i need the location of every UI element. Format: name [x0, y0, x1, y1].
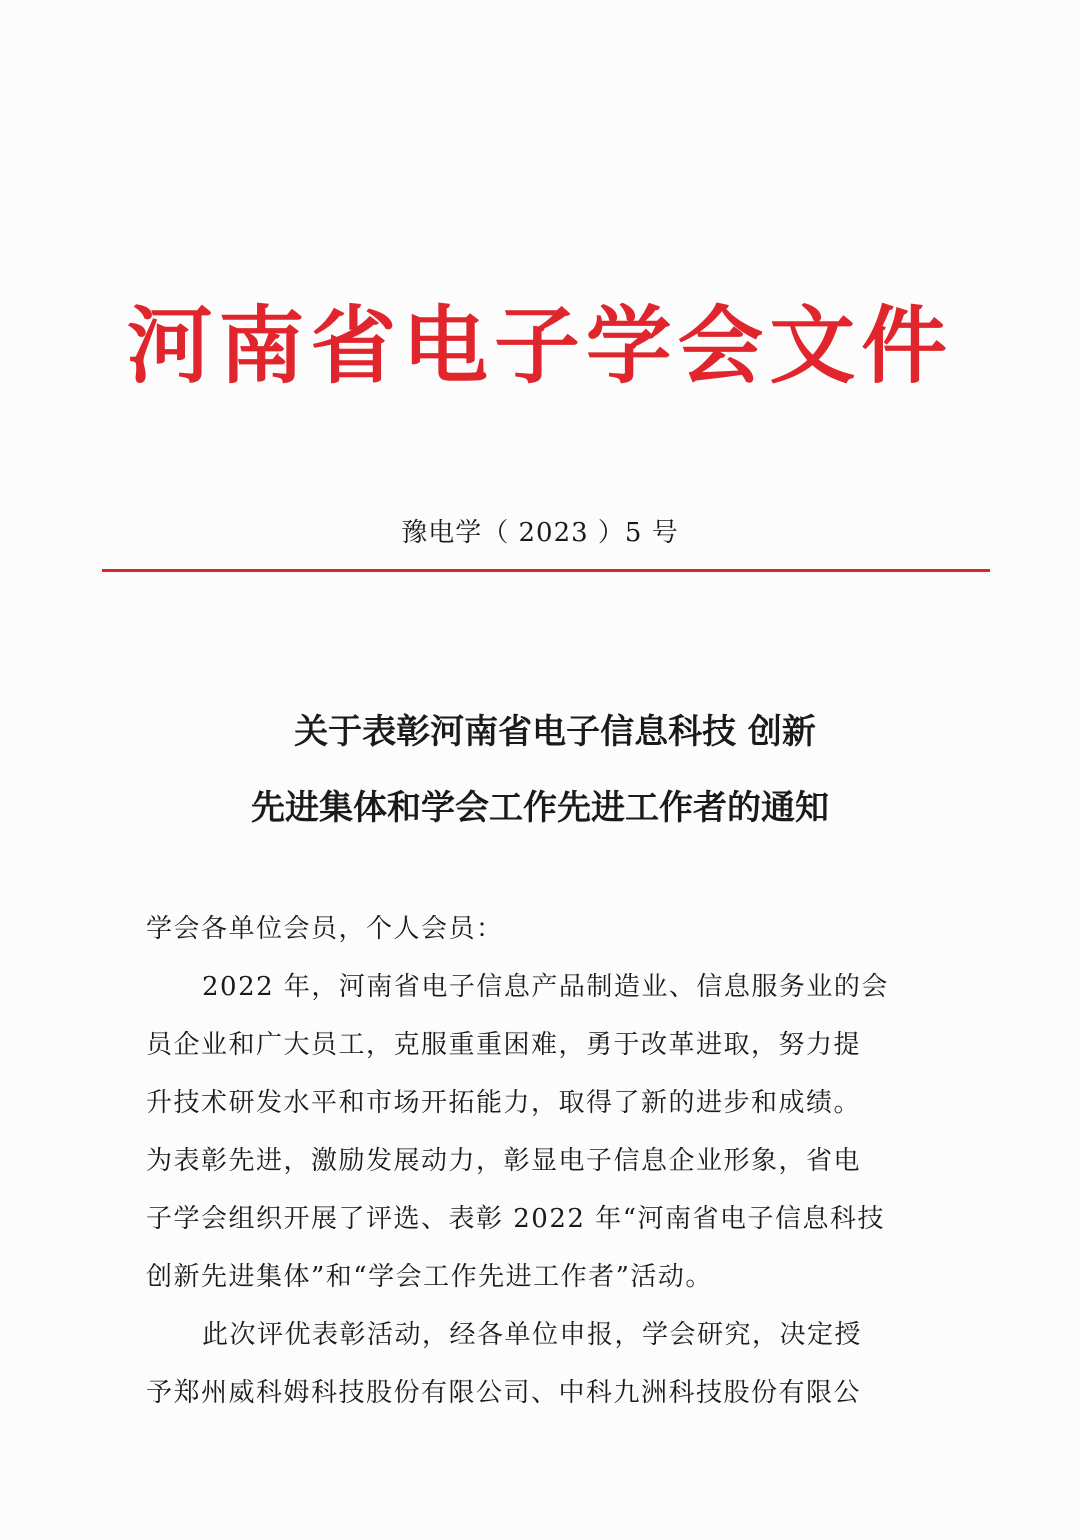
- paragraph-1-line: 员企业和广大员工，克服重重困难，勇于改革进取，努力提: [146, 1030, 862, 1060]
- red-divider-line: [102, 569, 990, 572]
- document-number: 豫电学（ 2023 ）5 号: [401, 518, 679, 548]
- paragraph-1-line: 升技术研发水平和市场开拓能力，取得了新的进步和成绩。: [146, 1088, 862, 1118]
- paragraph-1-line: 2022 年，河南省电子信息产品制造业、信息服务业的会: [202, 972, 889, 1002]
- paragraph-2-line: 予郑州威科姆科技股份有限公司、中科九洲科技股份有限公: [146, 1378, 862, 1408]
- notice-body: [146, 900, 916, 1422]
- paragraph-1-line: 子学会组织开展了评选、表彰 2022 年“河南省电子信息科技: [146, 1204, 885, 1234]
- paragraph-2-line: 此次评优表彰活动，经各单位申报，学会研究，决定授: [202, 1320, 863, 1350]
- notice-title-line-1: 关于表彰河南省电子信息科技 创新: [294, 712, 816, 752]
- notice-title: [0, 694, 1080, 846]
- paragraph-1-line: 为表彰先进，激励发展动力，彰显电子信息企业形象，省电: [146, 1146, 862, 1176]
- notice-title-line-2: 先进集体和学会工作先进工作者的通知: [251, 788, 829, 828]
- org-header-title: 河南省电子学会文件: [126, 296, 954, 395]
- salutation: 学会各单位会员，个人会员：: [146, 914, 504, 944]
- paragraph-1-line: 创新先进集体”和“学会工作先进工作者”活动。: [146, 1262, 713, 1292]
